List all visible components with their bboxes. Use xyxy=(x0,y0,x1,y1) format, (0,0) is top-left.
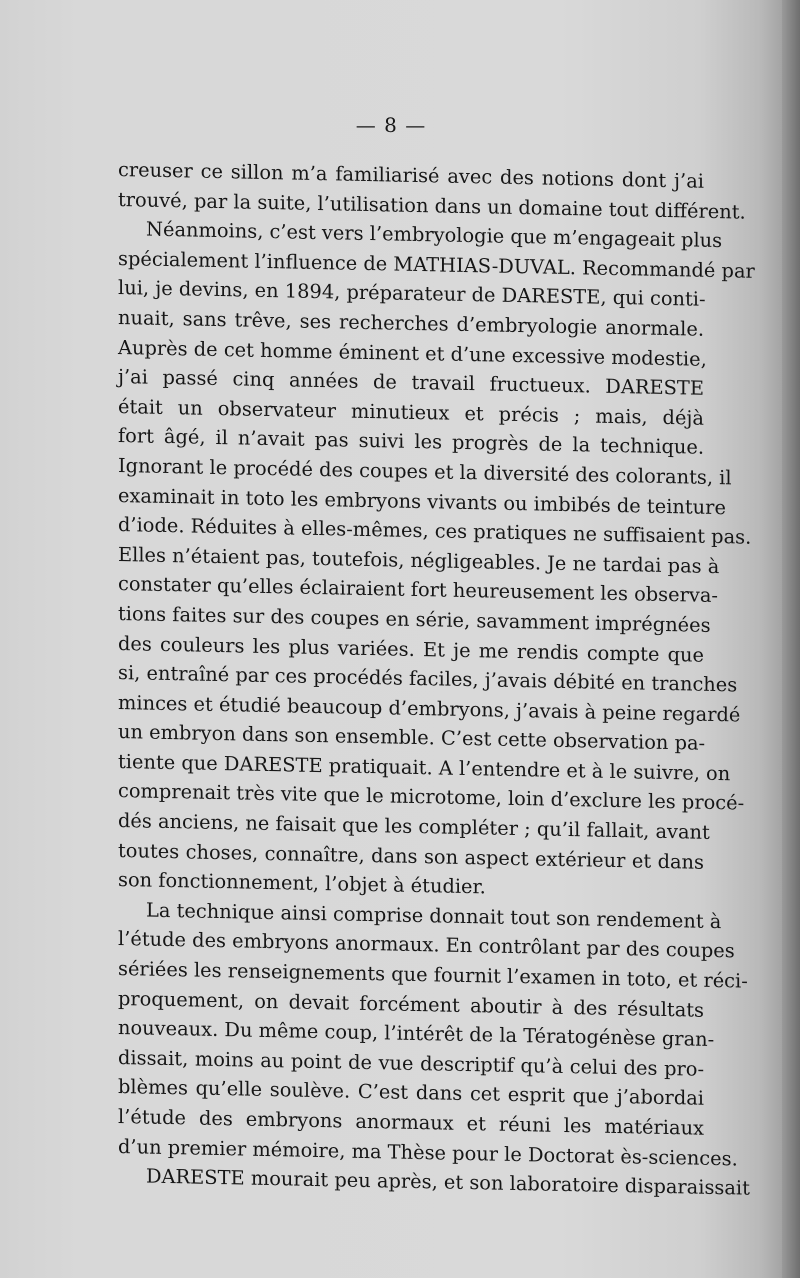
text-line: Ignorant le procédé des coupes et la diversité des colorants, il xyxy=(118,453,732,490)
text-line: j’ai passé cinq années de travail fructueux. DARESTE xyxy=(118,365,704,400)
text-line: tiente que DARESTE pratiquait. A l’entendre et à le suivre, on xyxy=(118,749,731,786)
text-line: d’un premier mémoire, ma Thèse pour le Doctorat ès-sciences. xyxy=(118,1134,738,1171)
text-line: fort âgé, il n’avait pas suivi les progrès de la technique. xyxy=(118,424,704,460)
text-line: sériées les renseignements que fournit l’examen in toto, et réci- xyxy=(118,957,748,993)
text-line: proquement, on devait forcément aboutir à des résultats xyxy=(118,986,704,1022)
text-line: creuser ce sillon m’a familiarisé avec des notions dont j’ai xyxy=(118,158,704,193)
text-line: était un observateur minutieux et précis ; mais, déjà xyxy=(118,394,704,430)
text-line: son fonctionnement, l’objet à étudier. xyxy=(118,868,486,899)
text-line: nuait, sans trêve, ses recherches d’embryologie anormale. xyxy=(118,305,704,341)
text-line: l’étude des embryons anormaux. En contrôlant par des coupes xyxy=(118,927,735,963)
text-line: examinait in toto les embryons vivants ou imbibés de teinture xyxy=(118,483,726,519)
text-line: trouvé, par la suite, l’utilisation dans un domaine tout différent. xyxy=(118,187,746,224)
text-line: dissait, moins au point de vue descriptif qu’à celui des pro- xyxy=(118,1045,704,1081)
text-line: tions faites sur des coupes en série, savamment imprégnées xyxy=(118,601,711,637)
text-line: minces et étudié beaucoup d’embryons, j’avais à peine regardé xyxy=(118,690,741,727)
text-line: DARESTE mourait peu après, et son laboratoire disparaissait xyxy=(146,1164,750,1200)
page-edge-shadow xyxy=(782,0,800,1278)
text-line: lui, je devins, en 1894, préparateur de DARESTE, qui conti- xyxy=(118,276,706,312)
text-line: constater qu’elles éclairaient fort heureusement les observa- xyxy=(118,572,718,608)
text-line: l’étude des embryons anormaux et réuni les matériaux xyxy=(118,1105,704,1140)
text-line: spécialement l’influence de MATHIAS-DUVAL. Recommandé par xyxy=(118,246,755,283)
text-line: Auprès de cet homme éminent et d’une excessive modestie, xyxy=(118,335,707,371)
text-line: un embryon dans son ensemble. C’est cette observation pa- xyxy=(118,720,706,756)
text-line: La technique ainsi comprise donnait tout son rendement à xyxy=(146,898,722,933)
text-line: comprenait très vite que le microtome, loin d’exclure les procé- xyxy=(118,779,745,816)
body-text xyxy=(118,155,755,1200)
text-line: Néanmoins, c’est vers l’embryologie que m’engageait plus xyxy=(146,217,723,253)
text-line: si, entraîné par ces procédés faciles, j’avais débité en tranches xyxy=(118,661,738,697)
page-number: — 8 — xyxy=(355,113,427,137)
text-line: Elles n’étaient pas, toutefois, négligeables. Je ne tardai pas à xyxy=(118,542,720,578)
text-line: blèmes qu’elle soulève. C’est dans cet esprit que j’abordai xyxy=(118,1075,704,1111)
text-line: des couleurs les plus variées. Et je me rendis compte que xyxy=(118,631,704,667)
text-line: d’iode. Réduites à elles-mêmes, ces pratiques ne suffisaient pas. xyxy=(118,513,752,549)
text-line: toutes choses, connaître, dans son aspect extérieur et dans xyxy=(118,838,704,874)
text-line: nouveaux. Du même coup, l’intérêt de la Tératogénèse gran- xyxy=(118,1016,715,1052)
text-line: dés anciens, ne faisait que les compléter ; qu’il fallait, avant xyxy=(118,809,710,844)
